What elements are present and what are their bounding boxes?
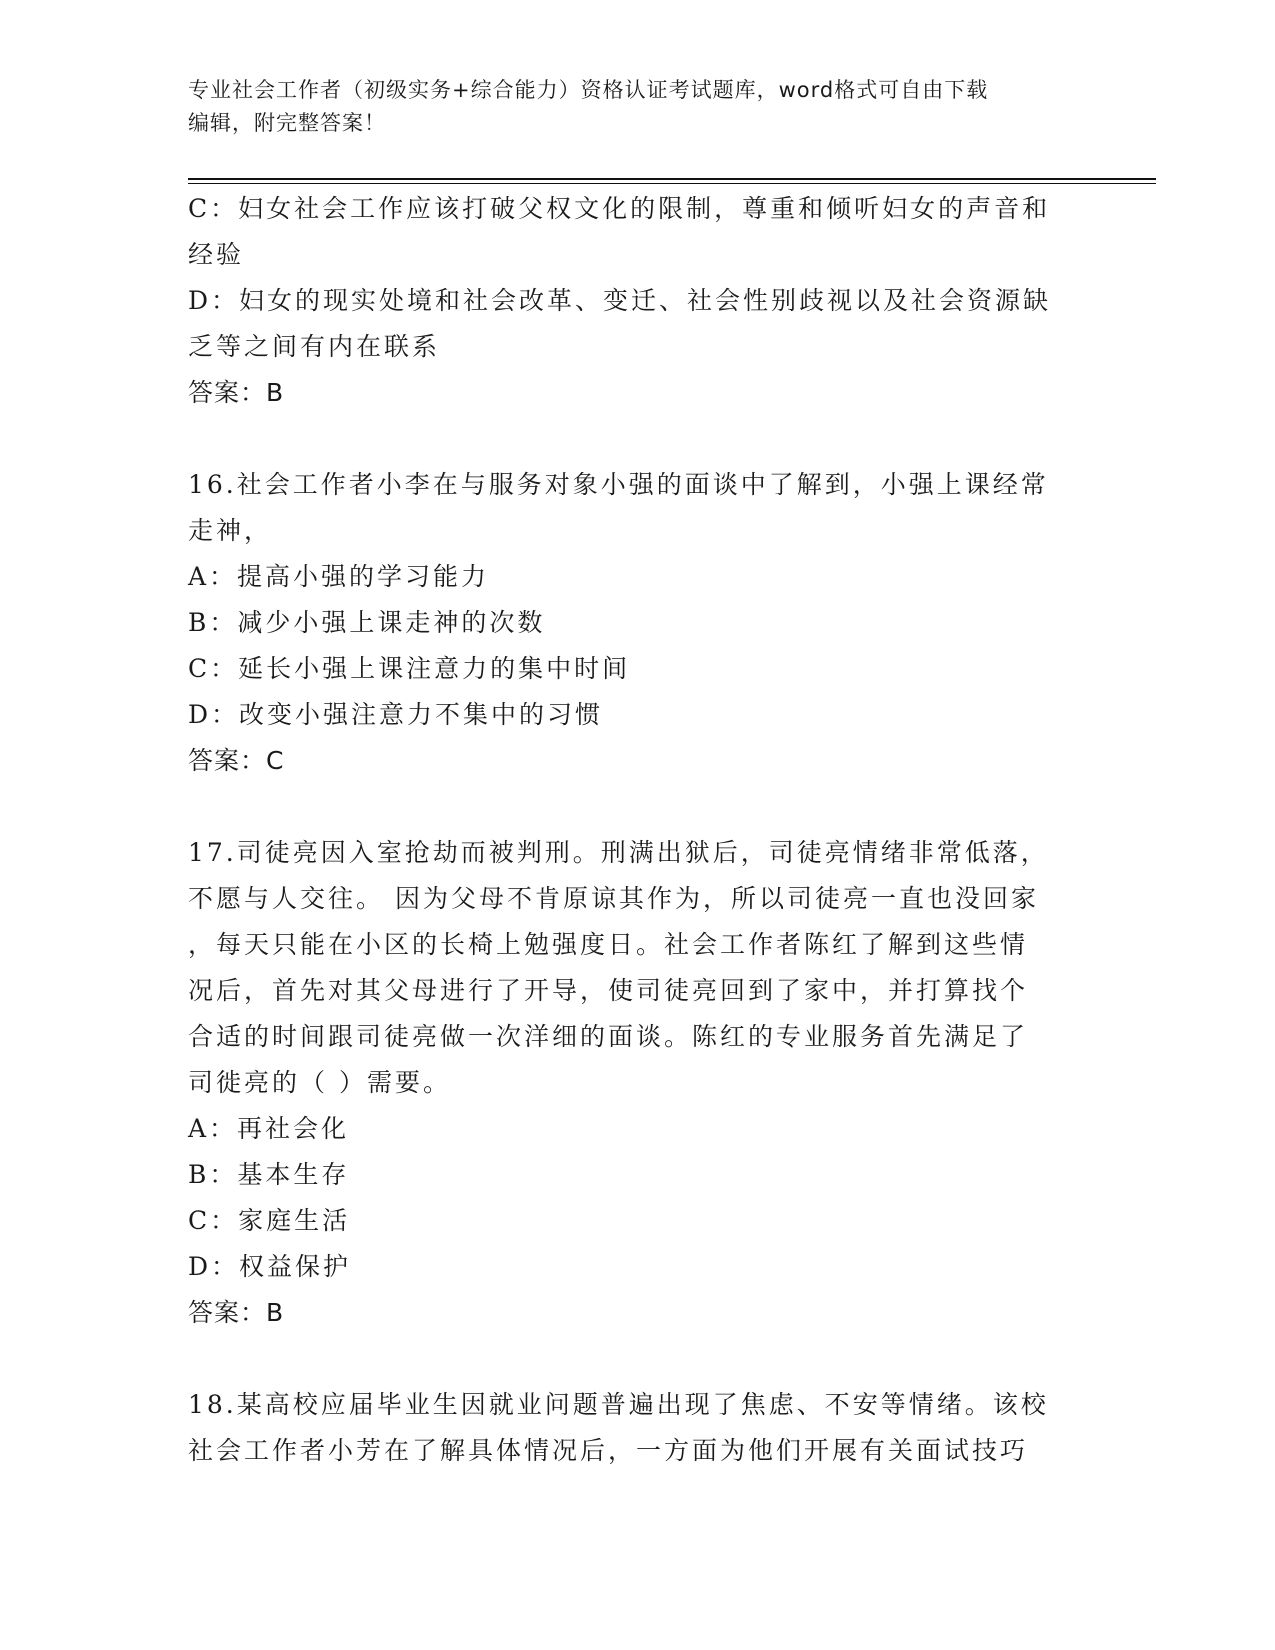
option-c-line-1: C：妇女社会工作应该打破父权文化的限制，尊重和倾听妇女的声音和 <box>188 194 1051 223</box>
option-b: B：基本生存 <box>188 1160 350 1189</box>
option-d-line-1: D：妇女的现实处境和社会改革、变迁、社会性别歧视以及社会资源缺 <box>188 286 1052 315</box>
option-b: B：减少小强上课走神的次数 <box>188 608 546 637</box>
spacer <box>188 416 1088 462</box>
answer: 答案：B <box>188 1298 285 1327</box>
question-stem-line: ，每天只能在小区的长椅上勉强度日。社会工作者陈红了解到这些情 <box>188 930 1029 959</box>
question-18 <box>188 1382 1088 1474</box>
question-stem-line: 18.某高校应届毕业生因就业问题普遍出现了焦虑、不安等情绪。该校 <box>188 1390 1049 1419</box>
option-a: A：提高小强的学习能力 <box>188 562 490 591</box>
header-divider-thin <box>188 183 1156 184</box>
question-17 <box>188 830 1088 1336</box>
option-c: C：家庭生活 <box>188 1206 351 1235</box>
option-d-line-2: 乏等之间有内在联系 <box>188 332 441 361</box>
answer: 答案：C <box>188 746 285 775</box>
spacer <box>188 1336 1088 1382</box>
question-stem-line: 17.司徒亮因入室抢劫而被判刑。刑满出狱后，司徒亮情绪非常低落， <box>188 838 1049 867</box>
spacer <box>188 784 1088 830</box>
question-stem-line: 16.社会工作者小李在与服务对象小强的面谈中了解到，小强上课经常 <box>188 470 1049 499</box>
header-title-line-1: 专业社会工作者（初级实务+综合能力）资格认证考试题库，word格式可自由下载 <box>188 78 989 102</box>
question-15 <box>188 186 1088 416</box>
header-divider-thick <box>188 178 1156 180</box>
option-c-line-2: 经验 <box>188 240 245 269</box>
option-d: D：权益保护 <box>188 1252 352 1281</box>
question-stem-line: 不愿与人交往。 因为父母不肯原谅其作为，所以司徒亮一直也没回家 <box>188 884 1039 913</box>
question-stem-line: 况后，首先对其父母进行了开导，使司徒亮回到了家中，并打算找个 <box>188 976 1029 1005</box>
question-16 <box>188 462 1088 784</box>
question-stem-line: 社会工作者小芳在了解具体情况后，一方面为他们开展有关面试技巧 <box>188 1436 1029 1465</box>
header-title-line-2: 编辑，附完整答案！ <box>188 111 386 135</box>
document-header <box>188 74 1088 140</box>
answer: 答案：B <box>188 378 285 407</box>
question-stem-line: 走神， <box>188 516 273 545</box>
question-content <box>188 186 1088 1474</box>
option-c: C：延长小强上课注意力的集中时间 <box>188 654 631 683</box>
option-d: D：改变小强注意力不集中的习惯 <box>188 700 604 729</box>
option-a: A：再社会化 <box>188 1114 350 1143</box>
question-stem-line: 司徙亮的（ ）需要。 <box>188 1068 451 1097</box>
question-stem-line: 合适的时间跟司徒亮做一次洋细的面谈。陈红的专业服务首先满足了 <box>188 1022 1029 1051</box>
